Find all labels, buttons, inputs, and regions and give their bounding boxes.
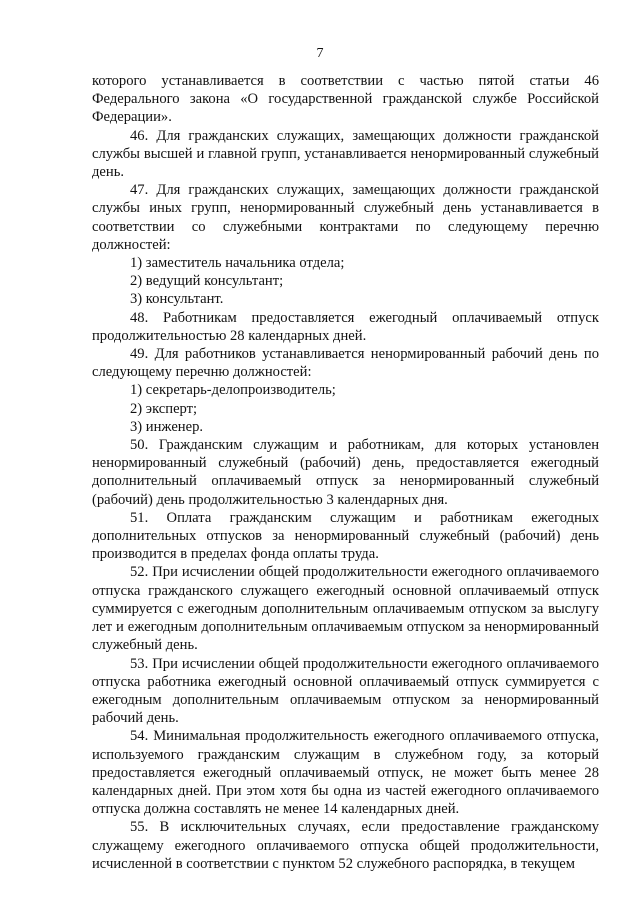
paragraph-49: 49. Для работников устанавливается ненормированный рабочий день по следующему перечню должностей: (92, 346, 599, 381)
paragraph-54: 54. Минимальная продолжительность ежегодного оплачиваемого отпуска, используемого гражданским служащим в служебном году, за который предоставляется ежегодный оплачиваемый отпуск, не может быть менее 28 календарных дней. При этом хотя бы одна из частей ежегодного оплачиваемого отпуска должна составлять не менее 14 календарных дней. (92, 728, 599, 818)
paragraph-47: 47. Для гражданских служащих, замещающих должности гражданской службы иных групп, ненормированный служебный день устанавливается в соответствии со служебными контрактами по следующему перечню должностей: (92, 182, 599, 253)
list-item: 3) консультант. (130, 291, 224, 308)
list-item: 1) заместитель начальника отдела; (130, 255, 345, 272)
page-number: 7 (316, 46, 324, 61)
list-item: 2) эксперт; (130, 400, 198, 417)
paragraph-53: 53. При исчислении общей продолжительности ежегодного оплачиваемого отпуска работника ежегодный основной оплачиваемый отпуск суммируется с ежегодным дополнительным оплачиваемым отпуском за ненормированный рабочий день. (92, 655, 599, 727)
document-body (92, 72, 599, 873)
paragraph-50: 50. Гражданским служащим и работникам, для которых установлен ненормированный служебный (рабочий) день, предоставляется ежегодный дополнительный оплачиваемый отпуск за ненормированный служебный (рабочий) день продолжительностью 3 календарных дня. (92, 437, 599, 508)
paragraph-48: 48. Работникам предоставляется ежегодный оплачиваемый отпуск продолжительностью 28 календарных дней. (92, 309, 599, 344)
paragraph-continuation: которого устанавливается в соответствии с частью пятой статьи 46 Федерального закона «О государственной гражданской службе Российской Федерации». (92, 73, 599, 126)
list-item: 3) инженер. (130, 418, 204, 435)
paragraph-55: 55. В исключительных случаях, если предоставление гражданскому служащему ежегодного оплачиваемого отпуска общей продолжительности, исчисленной в соответствии с пунктом 52 служебного распорядка, в текущем (92, 819, 599, 872)
paragraph-51: 51. Оплата гражданским служащим и работникам ежегодных дополнительных отпусков за ненормированный служебный (рабочий) день производится в пределах фонда оплаты труда. (92, 509, 599, 563)
list-item: 2) ведущий консультант; (130, 273, 284, 290)
paragraph-46: 46. Для гражданских служащих, замещающих должности гражданской службы высшей и главной групп, устанавливается ненормированный служебный день. (92, 127, 599, 181)
paragraph-52: 52. При исчислении общей продолжительности ежегодного оплачиваемого отпуска гражданского служащего ежегодный основной оплачиваемый отпуск суммируется с ежегодным дополнительным оплачиваемым отпуском за выслугу лет и ежегодным дополнительным оплачиваемым отпуском за ненормированный служебный день. (92, 564, 599, 654)
list-item: 1) секретарь-делопроизводитель; (130, 382, 336, 399)
